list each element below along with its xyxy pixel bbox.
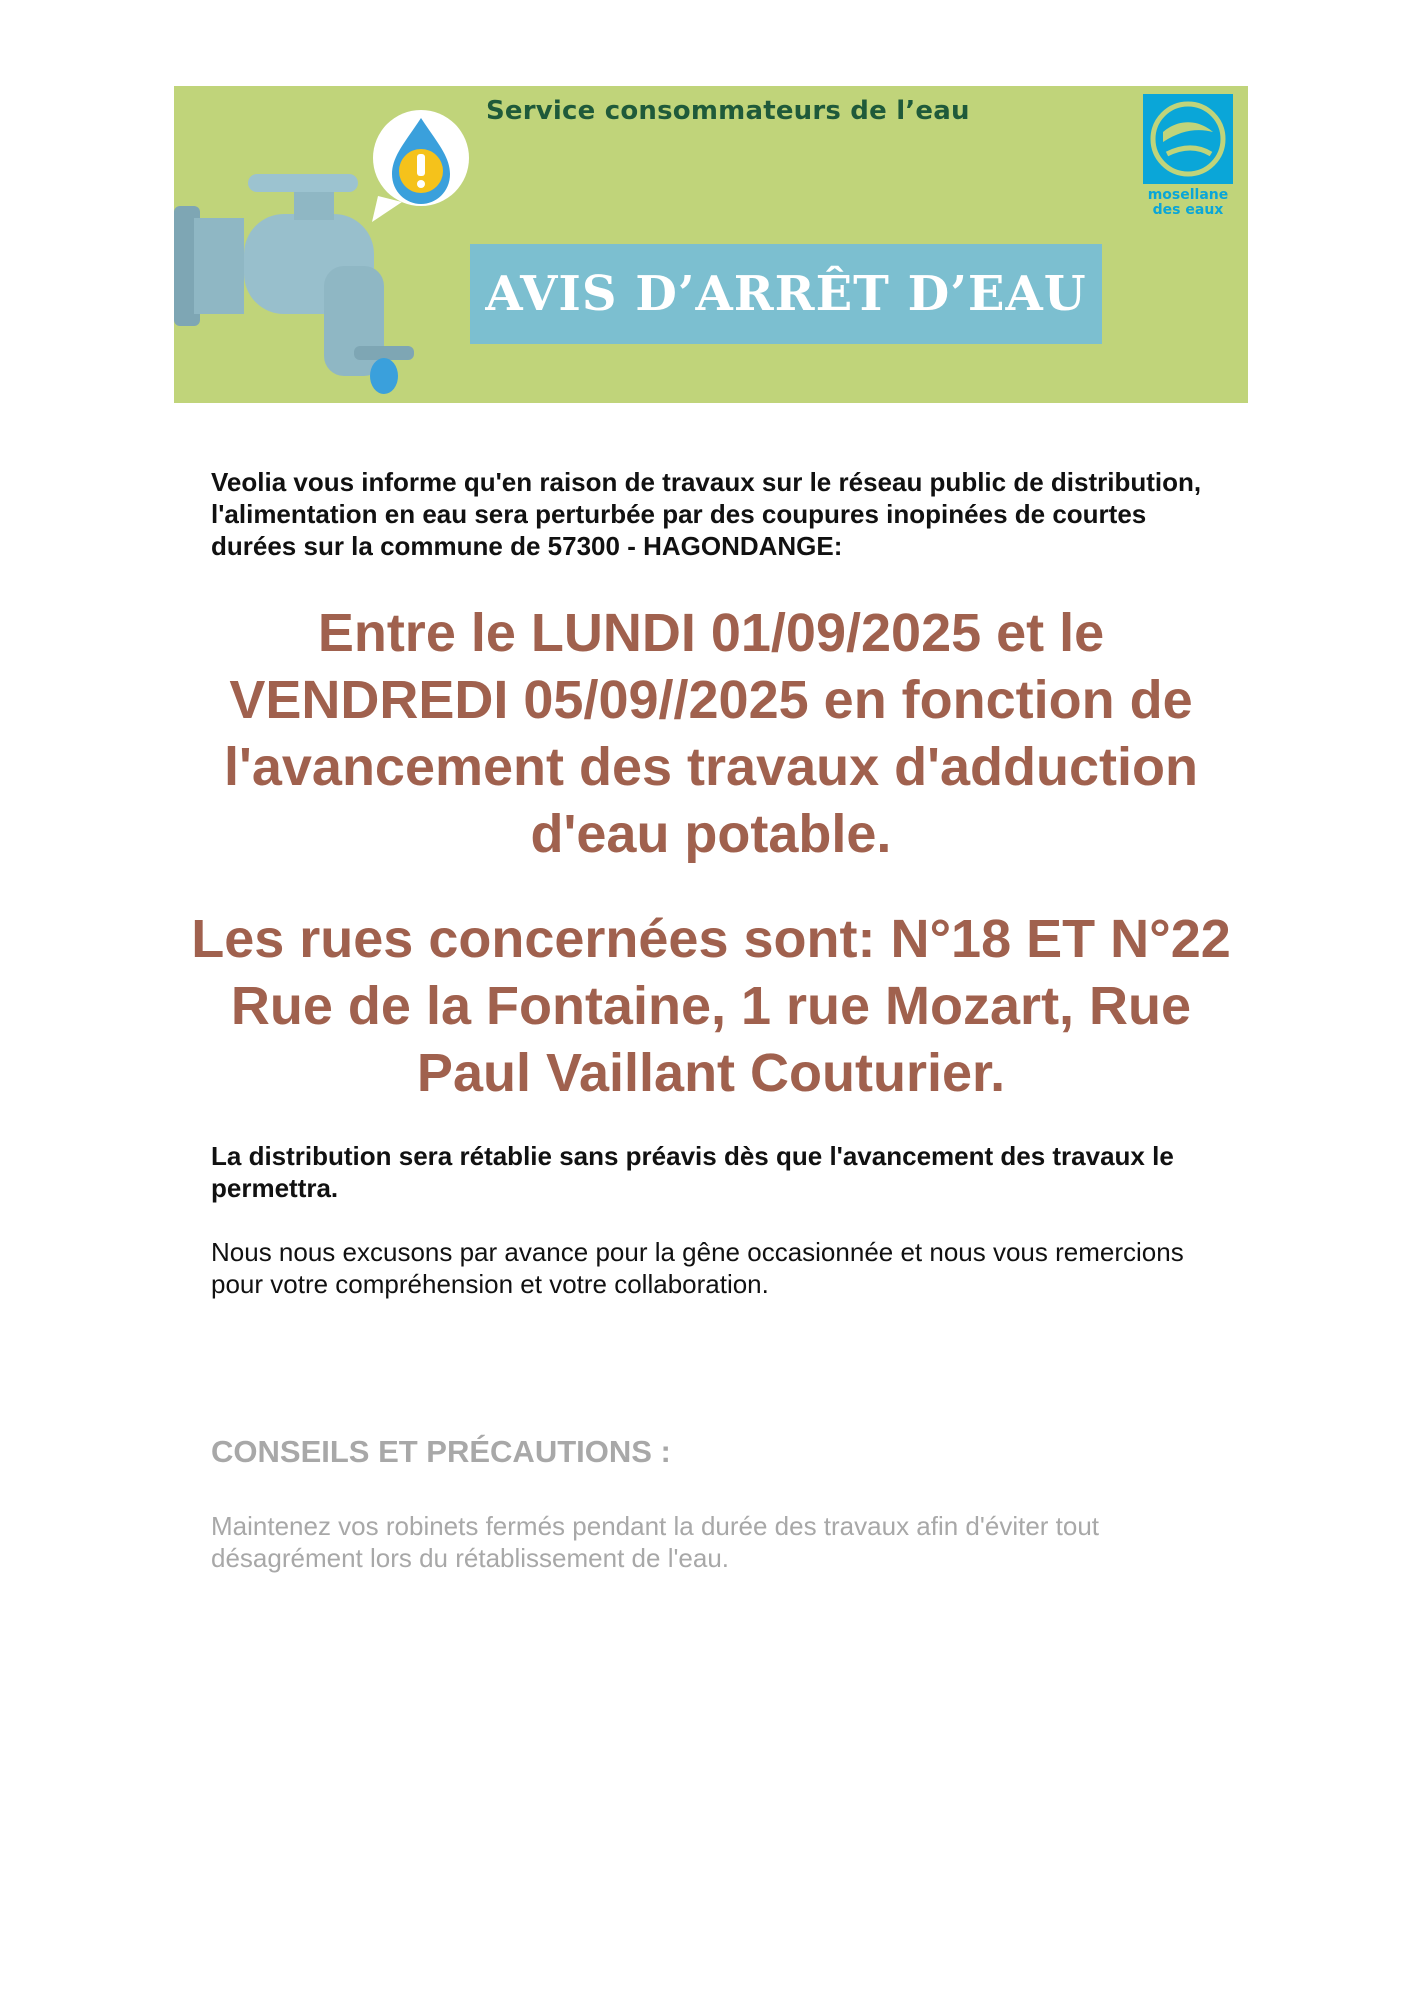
streets-highlight: Les rues concernées sont: N°18 ET N°22 Rue de la Fontaine, 1 rue Mozart, Rue Paul Vaillant Couturier. bbox=[191, 909, 1231, 1103]
logo-text-line1: mosellane bbox=[1147, 187, 1229, 203]
logo-text-line2: des eaux bbox=[1152, 202, 1224, 218]
advice-paragraph: Maintenez vos robinets fermés pendant la durée des travaux afin d'éviter tout désagrément lors du rétablissement de l'eau. bbox=[211, 1511, 1100, 1573]
mosellane-logo-icon bbox=[1143, 94, 1233, 184]
service-title: Service consommateurs de l’eau bbox=[486, 96, 970, 126]
notice-title: AVIS D’ARRÊT D’EAU bbox=[485, 266, 1087, 322]
apology-paragraph: Nous nous excusons par avance pour la gêne occasionnée et nous vous remercions pour votre compréhension et votre collaboration. bbox=[211, 1237, 1184, 1299]
alert-bubble-icon bbox=[366, 106, 476, 226]
company-logo bbox=[1142, 94, 1234, 218]
notice-title-box bbox=[470, 244, 1102, 344]
restore-paragraph: La distribution sera rétablie sans préavis dès que l'avancement des travaux le permettra. bbox=[211, 1141, 1174, 1203]
intro-paragraph: Veolia vous informe qu'en raison de travaux sur le réseau public de distribution, l'alimentation en eau sera perturbée par des coupures inopinées de courtes durées sur la commune de 57300 - HAGONDANGE: bbox=[211, 467, 1202, 561]
header-banner bbox=[174, 86, 1248, 403]
dates-highlight: Entre le LUNDI 01/09/2025 et le VENDREDI 05/09//2025 en fonction de l'avancement des travaux d'adduction d'eau potable. bbox=[224, 603, 1198, 864]
advice-title: CONSEILS ET PRÉCAUTIONS : bbox=[211, 1434, 671, 1469]
logo-text bbox=[1148, 188, 1229, 218]
